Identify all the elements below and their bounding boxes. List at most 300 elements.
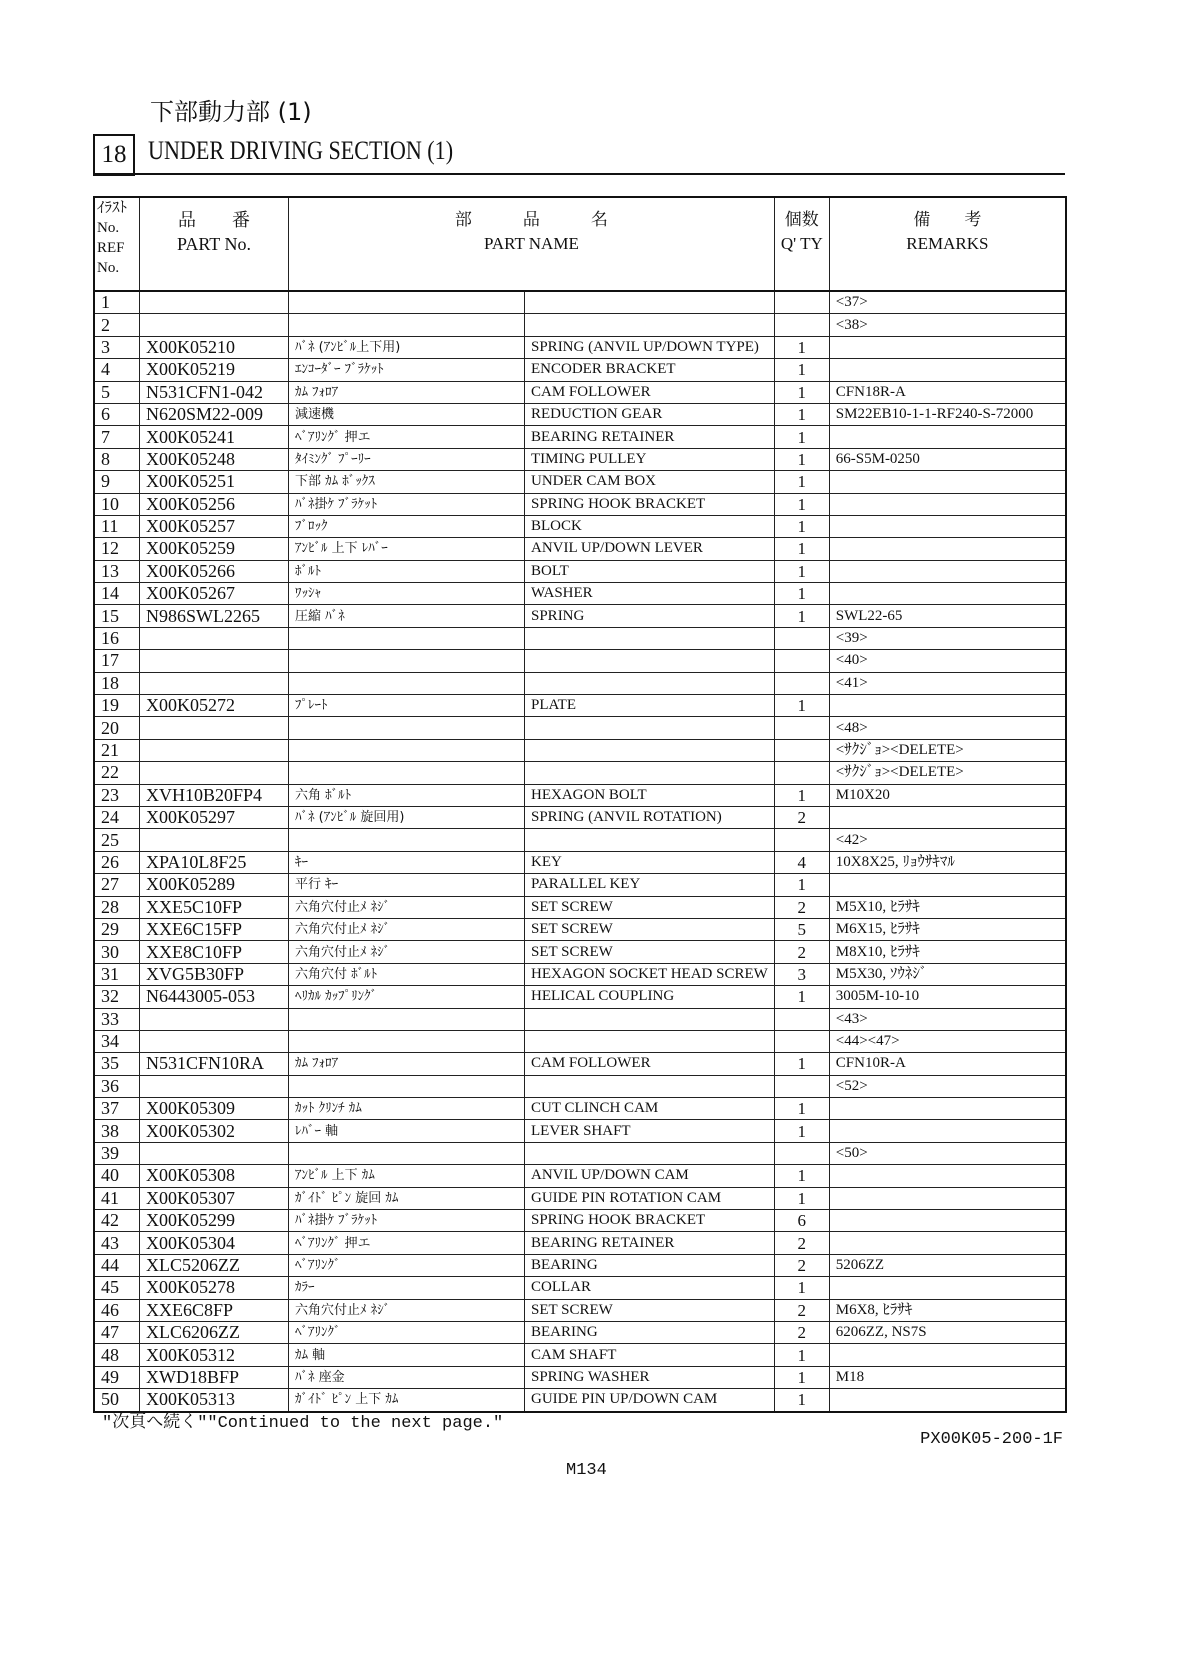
cell-ref-no: 14	[94, 583, 140, 605]
cell-remarks: M8X10, ﾋﾗｻｷ	[829, 941, 1066, 963]
cell-part-no: X00K05278	[140, 1277, 289, 1299]
cell-ref-no: 50	[94, 1389, 140, 1412]
table-row	[94, 672, 1066, 694]
cell-part-name-jp: 平行 ｷｰ	[289, 874, 525, 896]
cell-part-no	[140, 314, 289, 336]
cell-remarks: <43>	[829, 1008, 1066, 1030]
col-qty-jp: 個数	[784, 210, 819, 229]
cell-part-name-en	[525, 627, 775, 649]
cell-ref-no: 23	[94, 784, 140, 806]
cell-remarks	[829, 1344, 1066, 1366]
cell-remarks	[829, 1098, 1066, 1120]
col-remarks	[829, 197, 1066, 291]
cell-part-name-jp	[289, 672, 525, 694]
cell-part-no: N986SWL2265	[140, 605, 289, 627]
cell-qty: 1	[774, 471, 829, 493]
col-remarks-jp: 備 考	[913, 210, 982, 229]
cell-part-name-jp: 下部 ｶﾑ ﾎﾞｯｸｽ	[289, 471, 525, 493]
cell-part-name-en	[525, 762, 775, 784]
cell-qty: 1	[774, 605, 829, 627]
cell-part-name-jp	[289, 829, 525, 851]
cell-remarks: M5X10, ﾋﾗｻｷ	[829, 896, 1066, 918]
cell-part-name-jp	[289, 650, 525, 672]
table-row	[94, 806, 1066, 828]
cell-part-no	[140, 1008, 289, 1030]
cell-part-name-jp: 六角 ﾎﾞﾙﾄ	[289, 784, 525, 806]
cell-part-no: X00K05312	[140, 1344, 289, 1366]
cell-qty: 1	[774, 538, 829, 560]
cell-ref-no: 15	[94, 605, 140, 627]
table-row	[94, 605, 1066, 627]
cell-part-no	[140, 1075, 289, 1097]
table-row	[94, 515, 1066, 537]
cell-part-name-jp: ﾊﾞﾈ 座金	[289, 1366, 525, 1388]
table-row	[94, 1366, 1066, 1388]
cell-part-name-en: SPRING HOOK BRACKET	[525, 1210, 775, 1232]
cell-ref-no: 19	[94, 695, 140, 717]
cell-part-name-en: UNDER CAM BOX	[525, 471, 775, 493]
cell-remarks	[829, 426, 1066, 448]
table-row	[94, 1120, 1066, 1142]
cell-part-name-jp: 六角穴付止ﾒ ﾈｼﾞ	[289, 918, 525, 940]
cell-remarks: M6X8, ﾋﾗｻｷ	[829, 1299, 1066, 1321]
cell-part-no	[140, 672, 289, 694]
cell-ref-no: 18	[94, 672, 140, 694]
col-ref	[94, 197, 140, 291]
cell-ref-no: 38	[94, 1120, 140, 1142]
table-row	[94, 784, 1066, 806]
cell-remarks: 3005M-10-10	[829, 986, 1066, 1008]
cell-ref-no: 3	[94, 336, 140, 358]
cell-ref-no: 47	[94, 1321, 140, 1343]
cell-remarks: <40>	[829, 650, 1066, 672]
table-row	[94, 538, 1066, 560]
cell-qty: 2	[774, 1254, 829, 1276]
cell-part-name-jp: ﾍﾞｱﾘﾝｸﾞ 押エ	[289, 426, 525, 448]
cell-part-name-jp	[289, 1008, 525, 1030]
cell-qty: 1	[774, 695, 829, 717]
cell-ref-no: 5	[94, 381, 140, 403]
cell-qty: 2	[774, 896, 829, 918]
table-row	[94, 1142, 1066, 1164]
cell-remarks: M5X30, ｿｳﾈｼﾞ	[829, 963, 1066, 985]
cell-ref-no: 1	[94, 291, 140, 314]
table-row	[94, 941, 1066, 963]
cell-part-name-jp: ｶﾑ ﾌｫﾛｱ	[289, 381, 525, 403]
table-row	[94, 1165, 1066, 1187]
cell-remarks: <ｻｸｼﾞｮ><DELETE>	[829, 739, 1066, 761]
cell-ref-no: 9	[94, 471, 140, 493]
cell-part-no: X00K05307	[140, 1187, 289, 1209]
cell-qty: 1	[774, 359, 829, 381]
cell-part-name-en: SPRING HOOK BRACKET	[525, 493, 775, 515]
cell-remarks	[829, 538, 1066, 560]
cell-qty: 1	[774, 986, 829, 1008]
table-row	[94, 1030, 1066, 1052]
cell-qty: 2	[774, 1321, 829, 1343]
cell-qty: 1	[774, 1366, 829, 1388]
cell-qty: 1	[774, 560, 829, 582]
cell-part-name-jp: 六角穴付 ﾎﾞﾙﾄ	[289, 963, 525, 985]
cell-remarks: <38>	[829, 314, 1066, 336]
cell-remarks: <42>	[829, 829, 1066, 851]
cell-remarks	[829, 1232, 1066, 1254]
cell-qty: 2	[774, 1232, 829, 1254]
cell-part-no: X00K05304	[140, 1232, 289, 1254]
cell-ref-no: 30	[94, 941, 140, 963]
col-part-no-en: PART No.	[177, 234, 251, 254]
cell-ref-no: 20	[94, 717, 140, 739]
cell-remarks: <50>	[829, 1142, 1066, 1164]
cell-part-no: N531CFN10RA	[140, 1053, 289, 1075]
table-row	[94, 762, 1066, 784]
cell-remarks	[829, 1277, 1066, 1299]
table-row	[94, 986, 1066, 1008]
cell-qty	[774, 829, 829, 851]
col-part-name-en: PART NAME	[483, 234, 579, 253]
table-row	[94, 650, 1066, 672]
cell-ref-no: 37	[94, 1098, 140, 1120]
cell-part-no: X00K05302	[140, 1120, 289, 1142]
table-row	[94, 426, 1066, 448]
cell-part-name-en: SET SCREW	[525, 918, 775, 940]
cell-ref-no: 33	[94, 1008, 140, 1030]
cell-part-name-jp: ﾜｯｼｬ	[289, 583, 525, 605]
cell-qty: 1	[774, 403, 829, 425]
cell-qty: 1	[774, 1165, 829, 1187]
cell-part-no: XPA10L8F25	[140, 851, 289, 873]
cell-ref-no: 25	[94, 829, 140, 851]
cell-part-no: X00K05267	[140, 583, 289, 605]
cell-part-no	[140, 1142, 289, 1164]
cell-ref-no: 49	[94, 1366, 140, 1388]
cell-remarks: <52>	[829, 1075, 1066, 1097]
cell-remarks	[829, 806, 1066, 828]
cell-remarks	[829, 359, 1066, 381]
cell-ref-no: 21	[94, 739, 140, 761]
cell-part-name-jp	[289, 1075, 525, 1097]
cell-qty: 1	[774, 381, 829, 403]
cell-ref-no: 7	[94, 426, 140, 448]
table-row	[94, 1075, 1066, 1097]
cell-qty: 6	[774, 1210, 829, 1232]
cell-ref-no: 4	[94, 359, 140, 381]
cell-part-name-jp	[289, 739, 525, 761]
cell-part-name-en: HELICAL COUPLING	[525, 986, 775, 1008]
cell-part-name-en	[525, 1142, 775, 1164]
cell-qty	[774, 627, 829, 649]
cell-part-no: XXE5C10FP	[140, 896, 289, 918]
cell-part-name-jp	[289, 1142, 525, 1164]
cell-part-no: X00K05219	[140, 359, 289, 381]
section-title-en: UNDER DRIVING SECTION (1)	[148, 136, 454, 165]
section-number: 18	[93, 134, 135, 176]
continued-note: "次頁へ続く""Continued to the next page."	[102, 1414, 504, 1433]
col-ref-en: No. REF No.	[97, 220, 125, 276]
cell-part-name-jp	[289, 314, 525, 336]
cell-part-no	[140, 829, 289, 851]
cell-part-no: X00K05299	[140, 1210, 289, 1232]
cell-part-name-en: BEARING RETAINER	[525, 426, 775, 448]
cell-remarks: <41>	[829, 672, 1066, 694]
cell-remarks: 10X8X25, ﾘｮｳｻｷﾏﾙ	[829, 851, 1066, 873]
cell-part-name-en: CAM SHAFT	[525, 1344, 775, 1366]
cell-part-name-en	[525, 672, 775, 694]
cell-part-name-jp	[289, 291, 525, 314]
cell-part-name-en: REDUCTION GEAR	[525, 403, 775, 425]
cell-remarks	[829, 515, 1066, 537]
cell-part-name-en: CUT CLINCH CAM	[525, 1098, 775, 1120]
table-row	[94, 359, 1066, 381]
cell-part-name-en	[525, 717, 775, 739]
cell-part-name-en: CAM FOLLOWER	[525, 1053, 775, 1075]
cell-part-name-jp: ﾊﾞﾈ掛ｹ ﾌﾞﾗｹｯﾄ	[289, 493, 525, 515]
cell-remarks	[829, 560, 1066, 582]
cell-qty: 1	[774, 1120, 829, 1142]
cell-part-name-jp: 減速機	[289, 403, 525, 425]
cell-ref-no: 22	[94, 762, 140, 784]
cell-ref-no: 44	[94, 1254, 140, 1276]
cell-part-name-jp: ﾌﾟﾚｰﾄ	[289, 695, 525, 717]
cell-part-no: N620SM22-009	[140, 403, 289, 425]
cell-qty: 1	[774, 336, 829, 358]
table-row	[94, 583, 1066, 605]
cell-remarks: <ｻｸｼﾞｮ><DELETE>	[829, 762, 1066, 784]
cell-part-name-jp: ｶｯﾄ ｸﾘﾝﾁ ｶﾑ	[289, 1098, 525, 1120]
table-row	[94, 627, 1066, 649]
cell-part-name-en: CAM FOLLOWER	[525, 381, 775, 403]
cell-remarks	[829, 1120, 1066, 1142]
table-row	[94, 1321, 1066, 1343]
table-row	[94, 1299, 1066, 1321]
table-row	[94, 1344, 1066, 1366]
cell-part-name-en: WASHER	[525, 583, 775, 605]
cell-qty: 1	[774, 784, 829, 806]
cell-remarks: SWL22-65	[829, 605, 1066, 627]
cell-part-name-en: SPRING (ANVIL ROTATION)	[525, 806, 775, 828]
cell-qty: 1	[774, 1098, 829, 1120]
col-part-name-jp: 部 品 名	[454, 210, 608, 229]
cell-qty: 1	[774, 1053, 829, 1075]
table-row	[94, 1187, 1066, 1209]
cell-ref-no: 43	[94, 1232, 140, 1254]
cell-remarks: <48>	[829, 717, 1066, 739]
table-row	[94, 291, 1066, 314]
cell-qty: 2	[774, 806, 829, 828]
table-row	[94, 403, 1066, 425]
cell-remarks: M6X15, ﾋﾗｻｷ	[829, 918, 1066, 940]
cell-qty: 1	[774, 874, 829, 896]
table-row	[94, 1277, 1066, 1299]
cell-part-name-en	[525, 829, 775, 851]
table-row	[94, 851, 1066, 873]
cell-ref-no: 46	[94, 1299, 140, 1321]
cell-part-no: XLC5206ZZ	[140, 1254, 289, 1276]
cell-ref-no: 36	[94, 1075, 140, 1097]
cell-ref-no: 2	[94, 314, 140, 336]
cell-part-name-en: ENCODER BRACKET	[525, 359, 775, 381]
cell-part-name-jp: ｷｰ	[289, 851, 525, 873]
cell-ref-no: 32	[94, 986, 140, 1008]
cell-ref-no: 41	[94, 1187, 140, 1209]
col-ref-jp: ｲﾗｽﾄ	[97, 200, 128, 216]
cell-part-no	[140, 717, 289, 739]
cell-ref-no: 16	[94, 627, 140, 649]
cell-part-name-jp: ｴﾝｺｰﾀﾞｰ ﾌﾞﾗｹｯﾄ	[289, 359, 525, 381]
cell-part-name-en: SPRING	[525, 605, 775, 627]
cell-remarks	[829, 1210, 1066, 1232]
cell-part-name-en	[525, 739, 775, 761]
cell-ref-no: 17	[94, 650, 140, 672]
cell-qty: 1	[774, 448, 829, 470]
cell-remarks	[829, 1165, 1066, 1187]
cell-part-name-en: SET SCREW	[525, 941, 775, 963]
cell-part-no: X00K05266	[140, 560, 289, 582]
cell-part-name-jp: ﾀｲﾐﾝｸﾞ ﾌﾟｰﾘｰ	[289, 448, 525, 470]
cell-part-no: XWD18BFP	[140, 1366, 289, 1388]
cell-part-name-jp: ｶﾑ ﾌｫﾛｱ	[289, 1053, 525, 1075]
cell-remarks: 5206ZZ	[829, 1254, 1066, 1276]
cell-qty	[774, 1142, 829, 1164]
cell-part-name-jp: 六角穴付止ﾒ ﾈｼﾞ	[289, 941, 525, 963]
cell-ref-no: 11	[94, 515, 140, 537]
cell-ref-no: 27	[94, 874, 140, 896]
cell-remarks: 66-S5M-0250	[829, 448, 1066, 470]
cell-part-name-jp: 六角穴付止ﾒ ﾈｼﾞ	[289, 1299, 525, 1321]
cell-remarks: CFN10R-A	[829, 1053, 1066, 1075]
cell-qty: 1	[774, 426, 829, 448]
table-row	[94, 336, 1066, 358]
cell-qty	[774, 672, 829, 694]
cell-part-no: X00K05289	[140, 874, 289, 896]
table-row	[94, 1098, 1066, 1120]
cell-ref-no: 28	[94, 896, 140, 918]
cell-part-no: XXE6C8FP	[140, 1299, 289, 1321]
table-row	[94, 471, 1066, 493]
cell-part-name-jp: ｶﾞｲﾄﾞ ﾋﾟﾝ 旋回 ｶﾑ	[289, 1187, 525, 1209]
cell-qty	[774, 739, 829, 761]
cell-part-name-jp: ｶﾑ 軸	[289, 1344, 525, 1366]
cell-part-no: X00K05309	[140, 1098, 289, 1120]
cell-part-name-jp: 圧縮 ﾊﾞﾈ	[289, 605, 525, 627]
table-row	[94, 896, 1066, 918]
table-row	[94, 448, 1066, 470]
cell-part-name-en: HEXAGON BOLT	[525, 784, 775, 806]
cell-qty: 1	[774, 515, 829, 537]
cell-part-no: X00K05297	[140, 806, 289, 828]
cell-ref-no: 6	[94, 403, 140, 425]
col-remarks-en: REMARKS	[906, 234, 989, 253]
table-row	[94, 717, 1066, 739]
table-row	[94, 874, 1066, 896]
cell-part-no	[140, 627, 289, 649]
cell-part-name-en: ANVIL UP/DOWN CAM	[525, 1165, 775, 1187]
cell-part-name-en: BOLT	[525, 560, 775, 582]
cell-part-name-jp: ｱﾝﾋﾞﾙ 上下 ﾚﾊﾞｰ	[289, 538, 525, 560]
cell-ref-no: 26	[94, 851, 140, 873]
table-row	[94, 560, 1066, 582]
cell-remarks: <39>	[829, 627, 1066, 649]
table-row	[94, 695, 1066, 717]
cell-qty: 1	[774, 583, 829, 605]
cell-part-no: X00K05257	[140, 515, 289, 537]
cell-qty	[774, 1075, 829, 1097]
cell-part-name-en: PARALLEL KEY	[525, 874, 775, 896]
table-row	[94, 918, 1066, 940]
cell-qty	[774, 1008, 829, 1030]
cell-part-name-jp: ﾍﾞｱﾘﾝｸﾞ 押エ	[289, 1232, 525, 1254]
cell-part-name-en: COLLAR	[525, 1277, 775, 1299]
cell-ref-no: 24	[94, 806, 140, 828]
cell-part-name-jp: ﾊﾞﾈ (ｱﾝﾋﾞﾙ 旋回用)	[289, 806, 525, 828]
cell-remarks: 6206ZZ, NS7S	[829, 1321, 1066, 1343]
cell-part-name-en: SET SCREW	[525, 1299, 775, 1321]
cell-part-no	[140, 650, 289, 672]
cell-ref-no: 39	[94, 1142, 140, 1164]
cell-qty: 1	[774, 1187, 829, 1209]
cell-qty	[774, 762, 829, 784]
table-row	[94, 1053, 1066, 1075]
cell-part-no: XVG5B30FP	[140, 963, 289, 985]
cell-remarks	[829, 583, 1066, 605]
cell-ref-no: 34	[94, 1030, 140, 1052]
cell-part-name-en: SET SCREW	[525, 896, 775, 918]
cell-part-name-jp	[289, 1030, 525, 1052]
cell-part-name-jp: ﾍﾞｱﾘﾝｸﾞ	[289, 1254, 525, 1276]
cell-qty	[774, 717, 829, 739]
cell-part-no	[140, 762, 289, 784]
cell-part-no: XLC6206ZZ	[140, 1321, 289, 1343]
col-qty-en: Q' TY	[780, 234, 823, 253]
cell-part-name-en: SPRING WASHER	[525, 1366, 775, 1388]
table-row	[94, 1232, 1066, 1254]
cell-remarks: CFN18R-A	[829, 381, 1066, 403]
cell-ref-no: 48	[94, 1344, 140, 1366]
cell-part-no: N531CFN1-042	[140, 381, 289, 403]
cell-qty	[774, 291, 829, 314]
table-header-row	[94, 197, 1066, 291]
cell-part-name-en: GUIDE PIN UP/DOWN CAM	[525, 1389, 775, 1412]
col-part-name	[289, 197, 775, 291]
cell-part-name-en: BEARING RETAINER	[525, 1232, 775, 1254]
cell-qty	[774, 650, 829, 672]
cell-ref-no: 35	[94, 1053, 140, 1075]
cell-part-no: X00K05313	[140, 1389, 289, 1412]
cell-part-name-en: BEARING	[525, 1321, 775, 1343]
table-row	[94, 739, 1066, 761]
col-part-no-jp: 品 番	[178, 210, 250, 230]
cell-part-name-jp: ﾚﾊﾞｰ 軸	[289, 1120, 525, 1142]
cell-part-no: X00K05256	[140, 493, 289, 515]
col-part-no	[140, 197, 289, 291]
cell-part-no: X00K05259	[140, 538, 289, 560]
cell-part-name-jp: ﾍﾞｱﾘﾝｸﾞ	[289, 1321, 525, 1343]
cell-part-name-en: BEARING	[525, 1254, 775, 1276]
title-rule	[93, 173, 1065, 175]
cell-ref-no: 31	[94, 963, 140, 985]
cell-part-name-en: HEXAGON SOCKET HEAD SCREW	[525, 963, 775, 985]
table-row	[94, 314, 1066, 336]
cell-remarks: M18	[829, 1366, 1066, 1388]
cell-part-no	[140, 739, 289, 761]
cell-part-no: X00K05210	[140, 336, 289, 358]
cell-qty: 2	[774, 941, 829, 963]
cell-remarks	[829, 695, 1066, 717]
cell-qty: 1	[774, 1277, 829, 1299]
cell-remarks	[829, 874, 1066, 896]
cell-part-no: X00K05272	[140, 695, 289, 717]
cell-part-name-jp: ﾌﾞﾛｯｸ	[289, 515, 525, 537]
